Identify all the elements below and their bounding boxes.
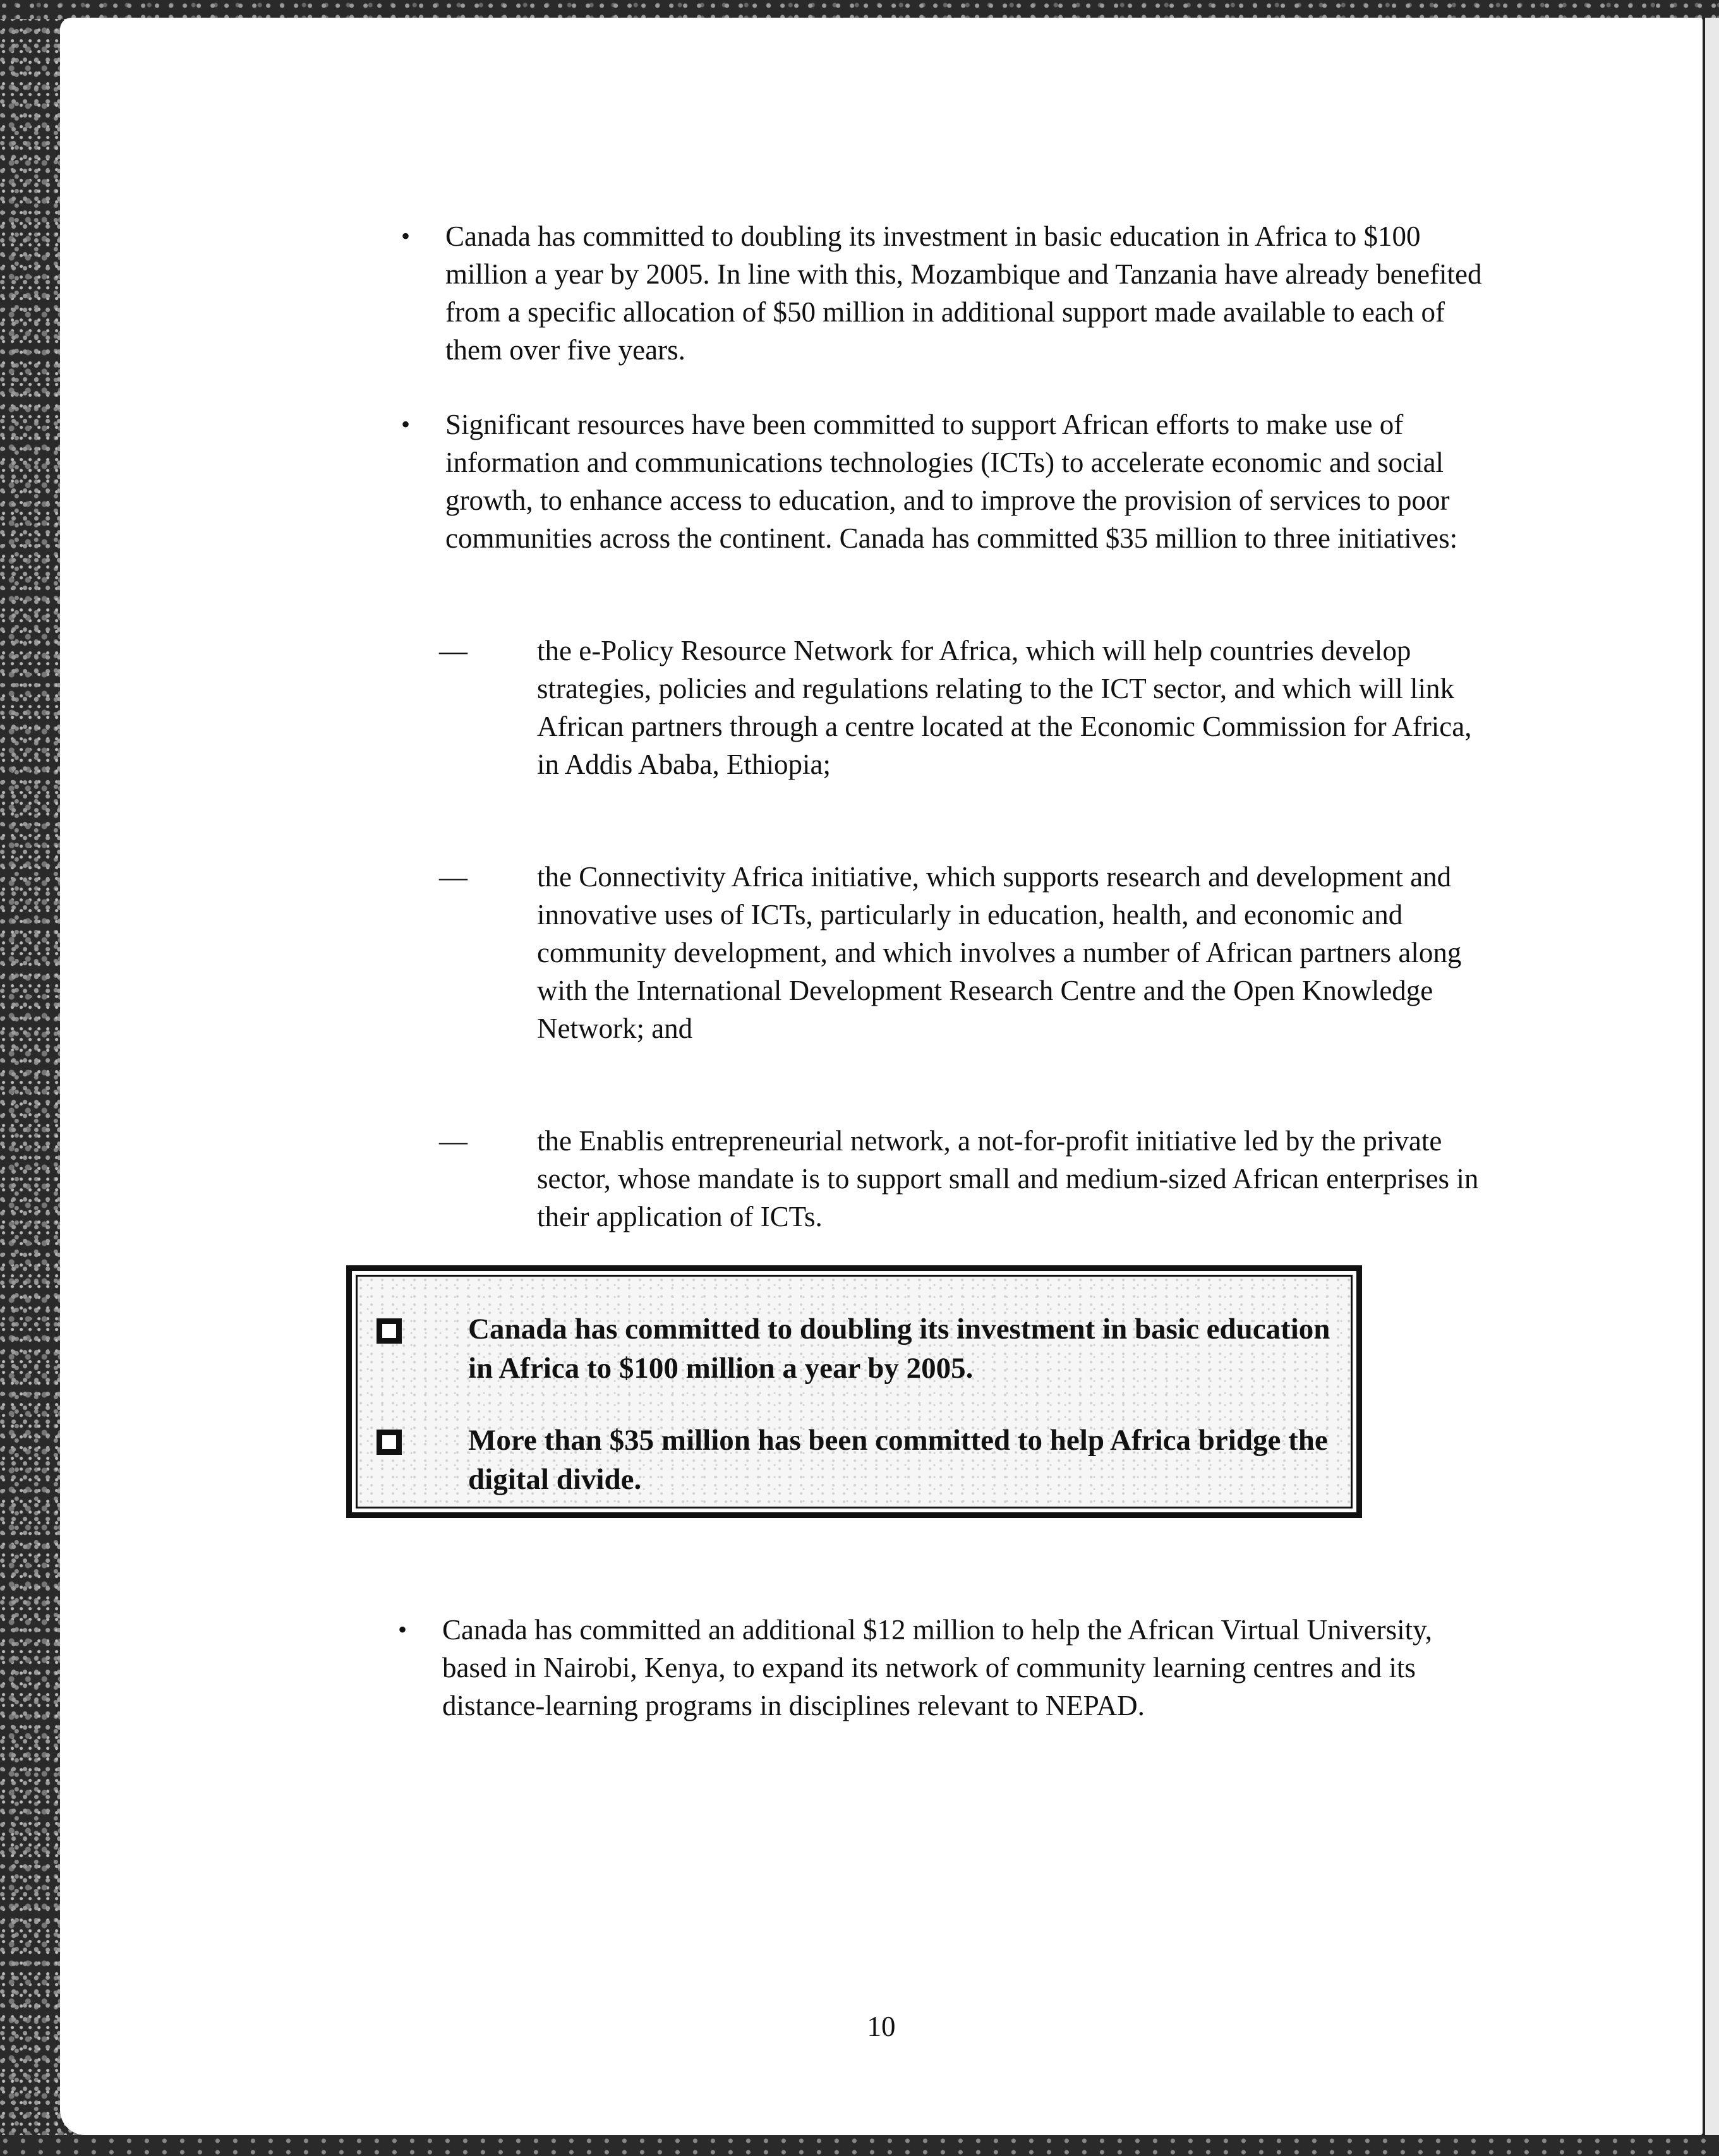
sub-item-text: the Connectivity Africa initiative, which supports research and development and innovative uses of ICTs, particularly in education, health, and economic and community development, and which involves a number of African partners along with the International Development Research Centre and the Open Knowledge Network; and [537,861,1462,1044]
bullet-icon: • [401,410,411,438]
checkbox-square-icon [377,1430,402,1455]
scan-border-bottom [0,2135,1719,2156]
bullet-text: Canada has committed an additional $12 million to help the African Virtual University, based in Nairobi, Kenya, to expand its network of community learning centres and its distance-learning programs in disciplines relevant to NEPAD. [442,1614,1432,1721]
highlight-box [346,1265,1362,1518]
bullet-icon: • [401,222,411,250]
scan-border-right [1703,18,1719,2135]
bullet-text: Canada has committed to doubling its investment in basic education in Africa to $100 million a year by 2005. In line with this, Mozambique and Tanzania have already benefited from a specific allocation of $50 million in additional support made available to each of them over five years. [445,220,1482,366]
bullet-item-ict [401,406,1500,557]
highlight-text: More than $35 million has been committed to help Africa bridge the digital divide. [468,1424,1328,1496]
sub-item-enablis [439,1122,1485,1236]
checkbox-square-icon [377,1318,402,1344]
bullet-item-virtual-university [398,1611,1497,1725]
bullet-text: Significant resources have been committed to support African efforts to make use of information and communications technologies (ICTs) to accelerate economic and social growth, to enhance access to education, and to improve the provision of services to poor communities across the continent. Canada has committed $35 million to three initiatives: [445,409,1458,554]
highlight-text: Canada has committed to doubling its investment in basic education in Africa to $100 million a year by 2005. [468,1313,1330,1385]
sub-item-text: the e-Policy Resource Network for Africa, which will help countries develop strategies, policies and regulations relating to the ICT sector, and which will link African partners through a centre located at the Economic Commission for Africa, in Addis Ababa, Ethiopia; [537,635,1472,780]
sub-item-connectivity [439,858,1485,1047]
scan-border-top [0,0,1719,19]
dash-icon: — [439,635,467,666]
sub-item-text: the Enablis entrepreneurial network, a not-for-profit initiative led by the private sector, whose mandate is to support small and medium-sized African enterprises in their application of ICTs. [537,1125,1479,1232]
document-page [60,18,1703,2135]
highlight-item-digital-divide [468,1421,1353,1499]
bullet-item-education [401,217,1500,369]
dash-icon: — [439,1125,467,1157]
page-number: 10 [867,2011,896,2042]
highlight-box-inner [356,1275,1353,1509]
highlight-item-education [468,1310,1353,1388]
page-content [60,18,1703,2135]
bullet-icon: • [398,1615,407,1644]
dash-icon: — [439,861,467,893]
sub-item-epolicy [439,632,1485,783]
